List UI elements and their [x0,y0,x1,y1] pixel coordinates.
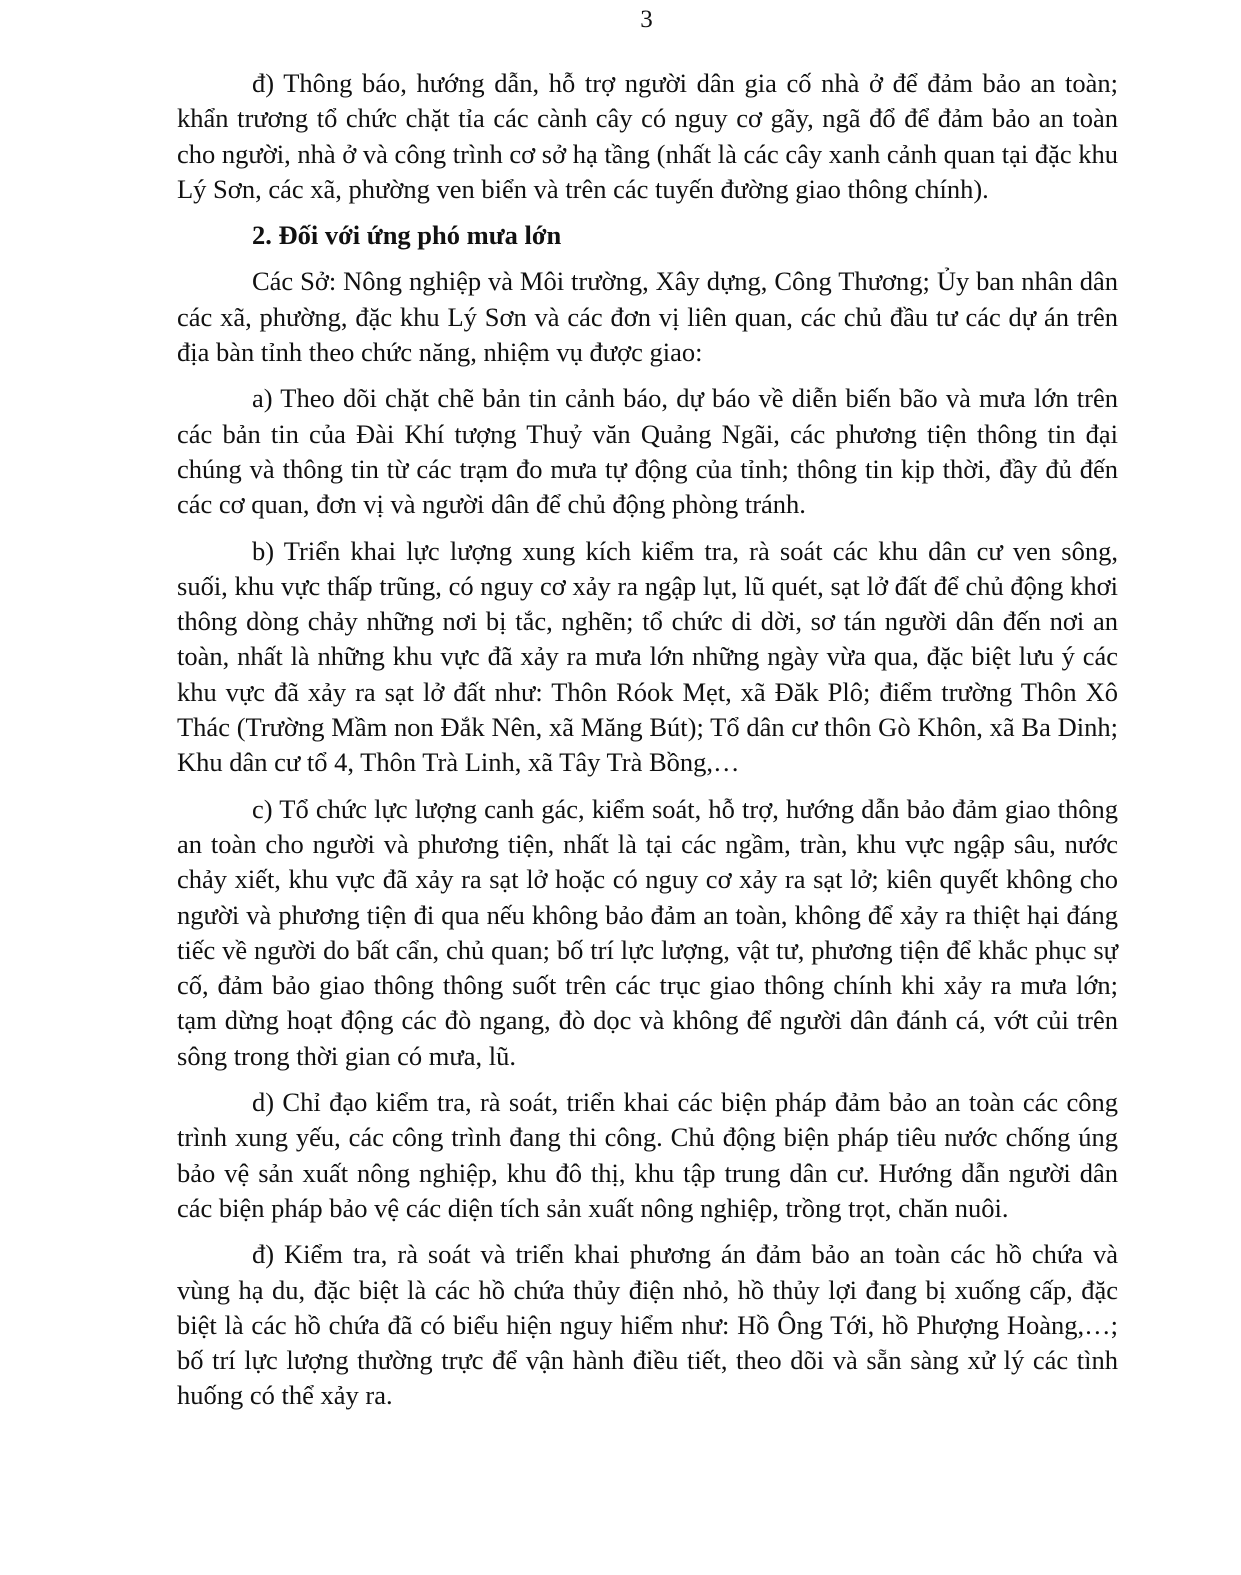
paragraph-c-traffic-safety: c) Tổ chức lực lượng canh gác, kiểm soát, hỗ trợ, hướng dẫn bảo đảm giao thông an toàn cho người và phương tiện, nhất là tại các ngầm, tràn, khu vực ngập sâu, nước chảy xiết, khu vực đã xảy ra sạt lở hoặc có nguy cơ xảy ra sạt lở; kiên quyết không cho người và phương tiện đi qua nếu không bảo đảm an toàn, không để xảy ra thiệt hại đáng tiếc về người do bất cẩn, chủ quan; bố trí lực lượng, vật tư, phương tiện để khắc phục sự cố, đảm bảo giao thông thông suốt trên các trục giao thông chính khi xảy ra mưa lớn; tạm dừng hoạt động các đò ngang, đò dọc và không để người dân đánh cá, vớt củi trên sông trong thời gian có mưa, lũ. [177,793,1118,1071]
page-number: 3 [640,6,653,33]
paragraph-dd-household-safety: đ) Thông báo, hướng dẫn, hỗ trợ người dân gia cố nhà ở để đảm bảo an toàn; khẩn trương tổ chức chặt tỉa các cành cây có nguy cơ gãy, ngã đổ để đảm bảo an toàn cho người, nhà ở và công trình cơ sở hạ tầng (nhất là các cây xanh cảnh quan tại đặc khu Lý Sơn, các xã, phường ven biển và trên các tuyến đường giao thông chính). [177,68,1118,204]
section-heading-heavy-rain: 2. Đối với ứng phó mưa lớn [252,220,562,251]
document-body [177,66,1118,1425]
paragraph-a-monitoring: a) Theo dõi chặt chẽ bản tin cảnh báo, dự báo về diễn biến bão và mưa lớn trên các bản tin của Đài Khí tượng Thuỷ văn Quảng Ngãi, các phương tiện thông tin đại chúng và thông tin từ các trạm đo mưa tự động của tỉnh; thông tin kịp thời, đầy đủ đến các cơ quan, đơn vị và người dân để chủ động phòng tránh. [177,383,1118,520]
paragraph-responsible-agencies: Các Sở: Nông nghiệp và Môi trường, Xây dựng, Công Thương; Ủy ban nhân dân các xã, phường, đặc khu Lý Sơn và các đơn vị liên quan, các chủ đầu tư các dự án trên địa bàn tỉnh theo chức năng, nhiệm vụ được giao: [177,266,1118,368]
paragraph-b-evacuation: b) Triển khai lực lượng xung kích kiểm tra, rà soát các khu dân cư ven sông, suối, khu vực thấp trũng, có nguy cơ xảy ra ngập lụt, lũ quét, sạt lở đất để chủ động khơi thông dòng chảy những nơi bị tắc, nghẽn; tổ chức di dời, sơ tán người dân đến nơi an toàn, nhất là những khu vực đã xảy ra mưa lớn những ngày vừa qua, đặc biệt lưu ý các khu vực đã xảy ra sạt lở đất như: Thôn Róok Mẹt, xã Đăk Plô; điểm trường Thôn Xô Thác (Trường Mầm non Đắk Nên, xã Măng Bút); Tổ dân cư thôn Gò Khôn, xã Ba Dinh; Khu dân cư tổ 4, Thôn Trà Linh, xã Tây Trà Bồng,… [177,535,1118,778]
paragraph-dd-reservoir-safety: đ) Kiểm tra, rà soát và triển khai phương án đảm bảo an toàn các hồ chứa và vùng hạ du, đặc biệt là các hồ chứa thủy điện nhỏ, hồ thủy lợi đang bị xuống cấp, đặc biệt là các hồ chứa đã có biểu hiện nguy hiểm như: Hồ Ông Tới, hồ Phượng Hoàng,…; bố trí lực lượng thường trực để vận hành điều tiết, theo dõi và sẵn sàng xử lý các tình huống có thể xảy ra. [177,1239,1118,1411]
paragraph-d-construction-safety: d) Chỉ đạo kiểm tra, rà soát, triển khai các biện pháp đảm bảo an toàn các công trình xung yếu, các công trình đang thi công. Chủ động biện pháp tiêu nước chống úng bảo vệ sản xuất nông nghiệp, khu đô thị, khu tập trung dân cư. Hướng dẫn người dân các biện pháp bảo vệ các diện tích sản xuất nông nghiệp, trồng trọt, chăn nuôi. [177,1087,1118,1223]
